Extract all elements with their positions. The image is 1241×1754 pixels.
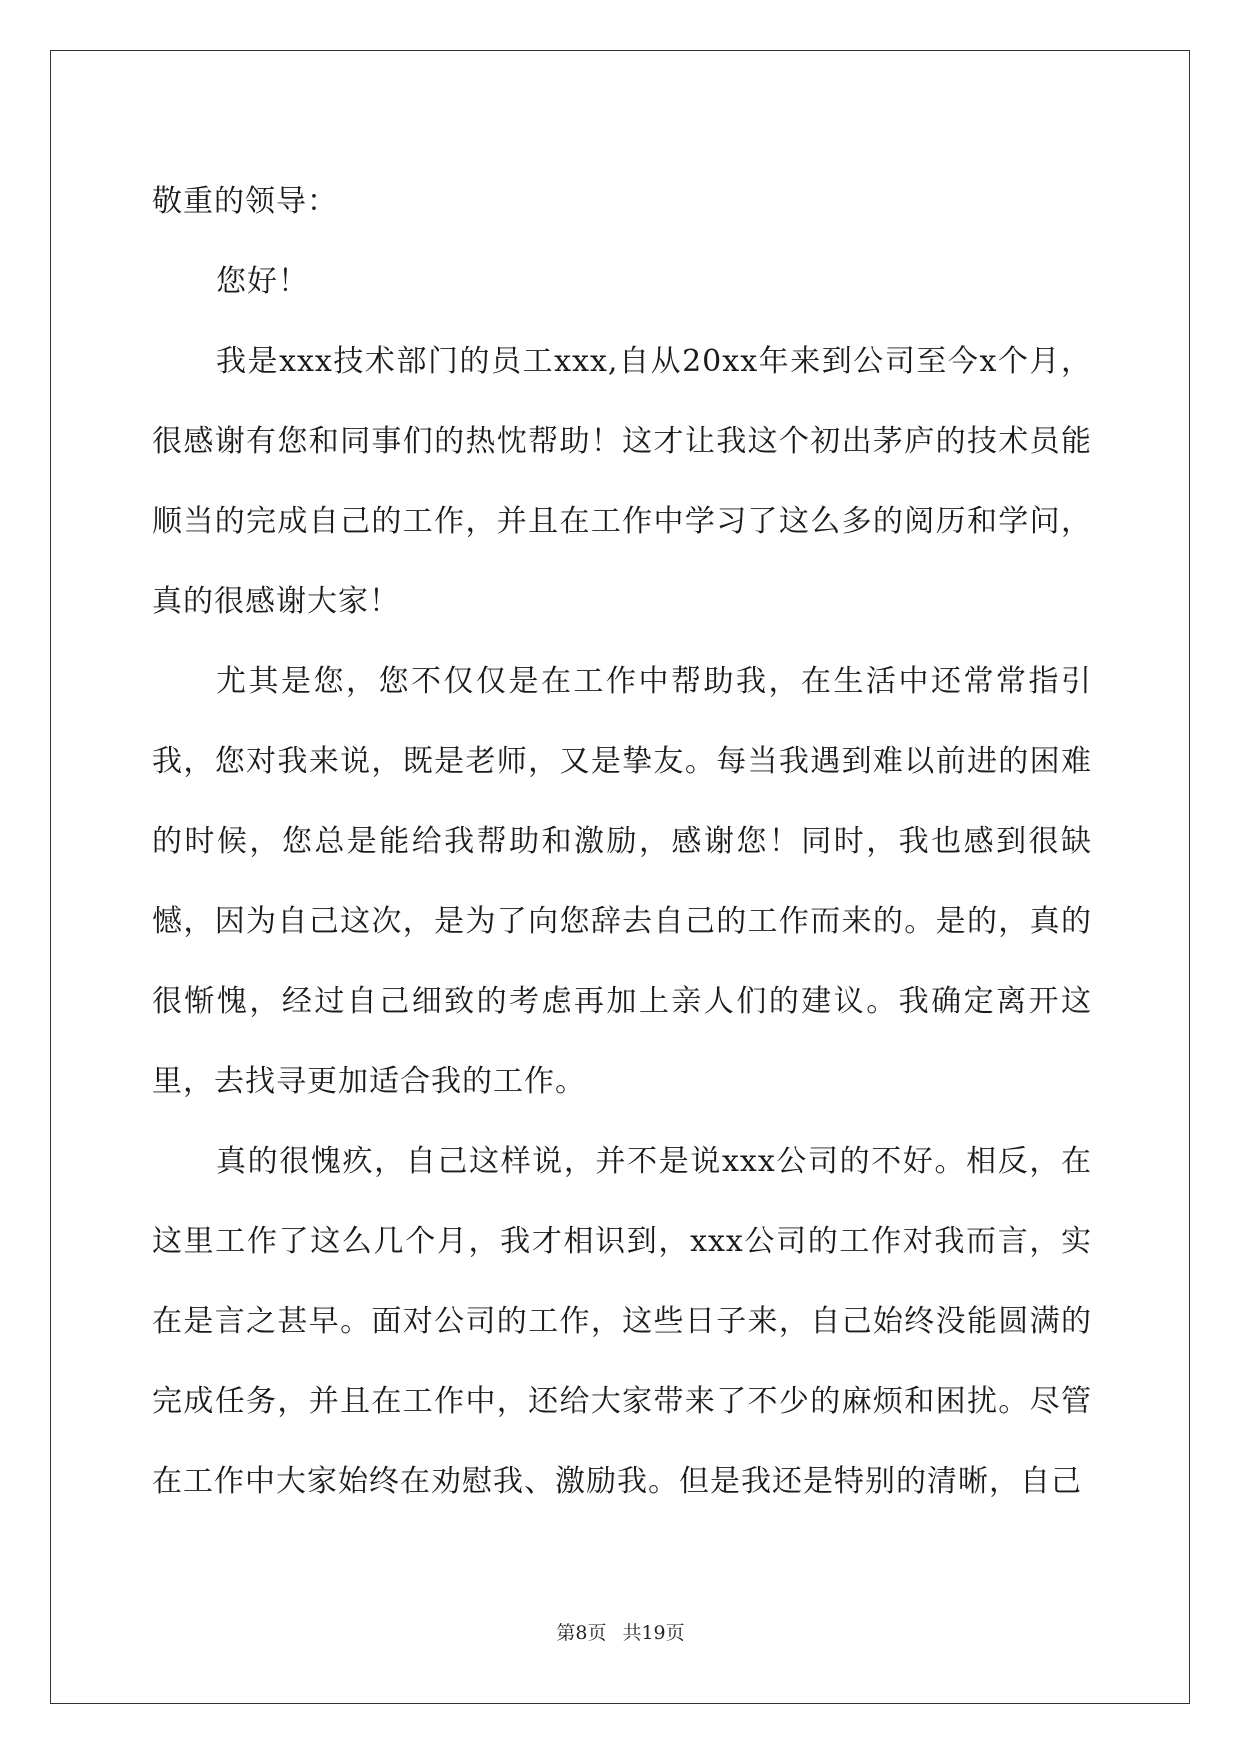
letter-body: [152, 162, 1092, 1522]
paragraph-greeting: 您好！: [216, 264, 309, 299]
salutation: 敬重的领导：: [152, 184, 338, 219]
paragraph-resignation-reason: 尤其是您，您不仅仅是在工作中帮助我，在生活中还常常指引我，您对我来说，既是老师，又是挚友。每当我遇到难以前进的困难的时候，您总是能给我帮助和激励，感谢您！同时，我也感到很缺憾，因为自己这次，是为了向您辞去自己的工作而来的。是的，真的很惭愧，经过自己细致的考虑再加上亲人们的建议。我确定离开这里，去找寻更加适合我的工作。: [152, 664, 1092, 1099]
page-footer: [0, 1621, 1241, 1645]
page-number-current: 第8页: [556, 1622, 607, 1644]
page-number-total: 共19页: [622, 1622, 685, 1644]
paragraph-introduction: 我是xxx技术部门的员工xxx,自从20xx年来到公司至今x个月，很感谢有您和同事们的热忱帮助！这才让我这个初出茅庐的技术员能顺当的完成自己的工作，并且在工作中学习了这么多的阅历和学问，真的很感谢大家！: [152, 344, 1092, 619]
paragraph-apology: 真的很愧疚，自己这样说，并不是说xxx公司的不好。相反，在这里工作了这么几个月，我才相识到，xxx公司的工作对我而言，实在是言之甚早。面对公司的工作，这些日子来，自己始终没能圆满的完成任务，并且在工作中，还给大家带来了不少的麻烦和困扰。尽管在工作中大家始终在劝慰我、激励我。但是我还是特别的清晰，自己: [152, 1144, 1092, 1499]
